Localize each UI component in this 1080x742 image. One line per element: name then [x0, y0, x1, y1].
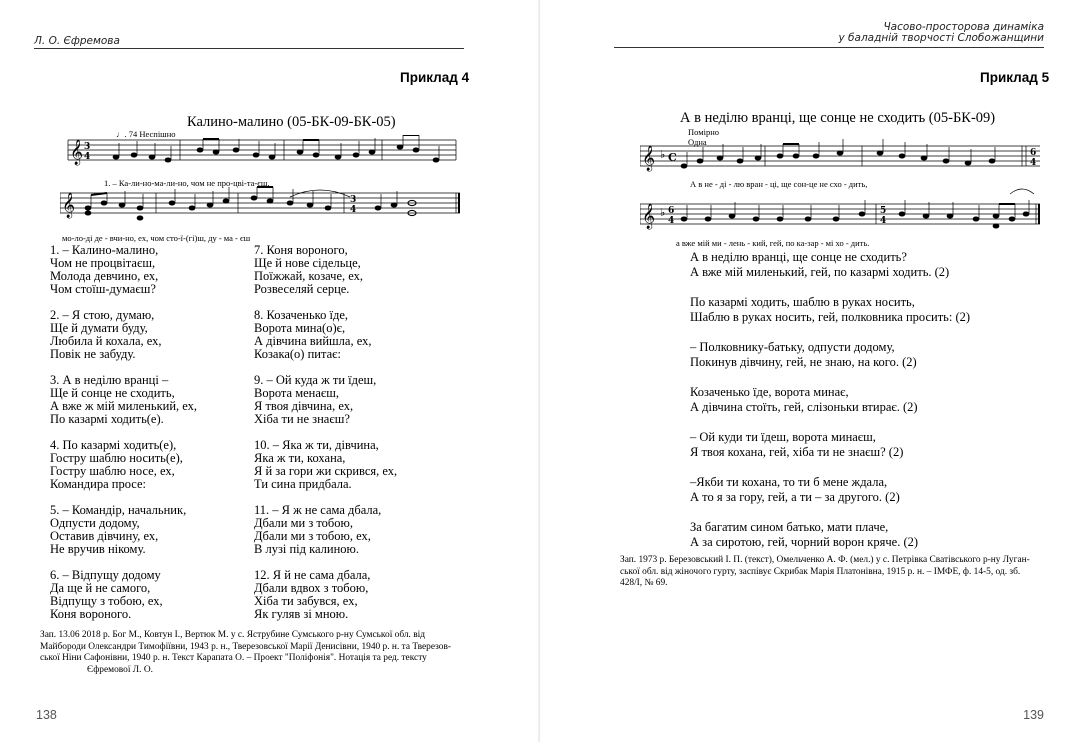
stanza-line: А дівчина стоїть, гей, слізоньки втирає. (2)	[690, 399, 918, 414]
verse-line: В лузі під калиною.	[254, 542, 360, 556]
verse-stanza-5	[50, 504, 197, 556]
song-title: А в неділю вранці, ще сонце не сходить (05-БК-09)	[680, 110, 996, 126]
verse-line: Гостру шаблю носить(е),	[50, 451, 183, 465]
stanza-line: Козаченько їде, ворота минає,	[690, 385, 849, 399]
verse-line: Ще й нове сідельце,	[254, 256, 361, 270]
footnote-line: Єфремової Л. О.	[87, 664, 153, 675]
svg-text:6: 6	[1030, 148, 1037, 158]
verse-line: Коня вороного.	[50, 607, 132, 621]
verse-line: 1. – Калино-малино,	[50, 243, 159, 257]
verse-line: Повік не забуду.	[50, 347, 136, 361]
stanza	[690, 385, 970, 414]
header-rule	[614, 47, 1044, 48]
verse-line: Ти сина придбала.	[254, 477, 352, 491]
verse-line: 5. – Командір, начальник,	[50, 503, 187, 517]
verse-line: 3. А в неділю вранці –	[50, 373, 169, 387]
stanza-line: Я твоя кохана, гей, хіба ти не знаєш? (2)	[690, 444, 904, 459]
staff-2	[640, 204, 1040, 224]
stanzas	[690, 250, 970, 549]
verse-line: А вже ж мій миленький, ех,	[50, 399, 198, 413]
verse-line: Да ще й не самого,	[50, 581, 151, 595]
verse-line: Одпусти додому,	[50, 516, 140, 530]
verse-line: Як гуляв зі мною.	[254, 607, 349, 621]
example-label: Приклад 4	[400, 70, 470, 85]
header-title-line: Часово-просторова динаміка	[883, 21, 1044, 33]
verse-stanza-3	[50, 374, 197, 426]
verse-line: Хіба ти не знаєш?	[254, 412, 350, 426]
verse-line: Ворота мина(о)є,	[254, 321, 346, 335]
voice-marking: Одна	[688, 137, 707, 147]
verses-column-1	[50, 244, 197, 621]
staff-1-notes	[113, 135, 439, 162]
verse-line: 2. – Я стою, думаю,	[50, 308, 155, 322]
verse-line: Розвеселяй серце.	[254, 282, 350, 296]
stanza	[690, 250, 970, 279]
page-number: 139	[1023, 708, 1044, 722]
verse-line: Молода девчино, ех,	[50, 269, 159, 283]
svg-text:4: 4	[880, 216, 887, 226]
footnote-line: 428/І, № 69.	[620, 578, 668, 588]
verse-stanza-7	[254, 244, 397, 296]
footnote-line: ської Ніни Сафонівни, 1940 р. н. Текст Карапата О. – Проект "Поліфонія". Нотація та ред. тексту	[40, 653, 427, 663]
stanza	[690, 340, 970, 369]
verse-line: 7. Коня вороного,	[254, 243, 348, 257]
verse-line: Відпущу з тобою, ех,	[50, 594, 163, 608]
footnote-line: Майбороди Олександри Тимофіївни, 1943 р. н., Тверезовської Марії Денисівни, 1940 р. н. та Тверезов-	[40, 641, 451, 652]
verse-stanza-2	[50, 309, 197, 361]
score-lyrics-line-1: 1. – Ка-ли-но-ма-ли-но, чом не про-цві-та-єш,	[104, 178, 270, 188]
score-lyrics-line-1: А в не - ді - лю вран - ці, ще сон-це не схо - дить,	[690, 179, 868, 189]
verse-line: Чом стоїш-думаєш?	[50, 282, 156, 296]
verse-line: Гостру шаблю носе, ех,	[50, 464, 175, 478]
score-lyrics-line-2: а вже мій ми - лень - кий, гей, по ка-зар - мі хо - дить.	[676, 238, 870, 248]
running-header-author: Л. О. Єфремова	[34, 35, 120, 47]
stanza	[690, 430, 970, 459]
tempo-marking: Помірно	[688, 127, 720, 137]
verse-line: 8. Козаченько їде,	[254, 308, 348, 322]
svg-text:5: 5	[880, 206, 887, 216]
stanza-line: Покинув дівчину, гей, не знаю, на кого. (2)	[690, 354, 917, 369]
stanza-line: Шаблю в руках носить, гей, полковника просить: (2)	[690, 309, 971, 324]
verse-stanza-10	[254, 439, 397, 491]
staff-1	[68, 140, 456, 160]
verse-stanza-11	[254, 504, 397, 556]
tempo-marking: ♩. 74 Неспішно	[116, 129, 176, 139]
verse-line: 11. – Я ж не сама дбала,	[254, 503, 382, 517]
stanza-line: – Ой куди ти їдеш, ворота минаєш,	[690, 430, 876, 444]
verse-line: Командира просе:	[50, 477, 146, 491]
verse-line: Ще й сонце не сходить,	[50, 386, 175, 400]
right-page	[540, 0, 1080, 742]
treble-clef-icon: 𝄞	[62, 193, 76, 218]
svg-text:3: 3	[84, 142, 91, 152]
svg-text:6: 6	[668, 206, 675, 216]
stanza	[690, 520, 970, 549]
staff-1-notes	[681, 139, 995, 168]
song-title: Калино-малино (05-БК-09-БК-05)	[187, 114, 396, 130]
stanza	[690, 475, 970, 504]
flat-icon: ♭	[660, 148, 666, 161]
verse-line: А дівчина вийшла, ех,	[254, 334, 372, 348]
verse-line: Любила й кохала, ех,	[50, 334, 162, 348]
verse-line: Дбали вдвох з тобою,	[254, 581, 369, 595]
verse-line: Дбали ми з тобою,	[254, 516, 354, 530]
verse-line: Чом не процвітаєш,	[50, 256, 156, 270]
verse-stanza-8	[254, 309, 397, 361]
footnote-line: ської обл. від жіночого гурту, заспівує Скрибак Марія Платонівна, 1915 р. н. – ІМФЕ, ф. 14-5, од. зб.	[620, 566, 1021, 577]
verse-line: Оставив дівчину, ех,	[50, 529, 159, 543]
music-score	[640, 138, 1050, 248]
treble-clef-icon: 𝄞	[642, 146, 656, 171]
verse-line: Я й за гори жи скрився, ех,	[254, 464, 398, 478]
verse-stanza-1	[50, 244, 197, 296]
verse-line: Не вручив нікому.	[50, 542, 146, 556]
footnote-line: Зап. 1973 р. Березовський І. П. (текст), Омельченко А. Ф. (мел.) у с. Петрівка Сватівського р-ну Луган-	[620, 555, 1030, 565]
verse-line: Козака(о) питає:	[254, 347, 341, 361]
verse-line: 12. Я й не сама дбала,	[254, 568, 371, 582]
verse-line: Хіба ти забувся, ех,	[254, 594, 358, 608]
stanza-line: – Полковнику-батьку, одпусти додому,	[690, 340, 895, 354]
svg-text:4: 4	[1030, 158, 1037, 168]
flat-icon: ♭	[660, 206, 666, 219]
stanza-line: А то я за гору, гей, а ти – за другого. (2)	[690, 489, 900, 504]
svg-text:4: 4	[84, 152, 91, 162]
verse-line: Поїжжай, козаче, ех,	[254, 269, 364, 283]
footnote-line: Зап. 13.06 2018 р. Бог М., Ковтун І., Вертюк М. у с. Яструбине Сумського р-ну Сумської обл. від	[40, 630, 426, 640]
footnote	[40, 630, 480, 676]
verse-line: 10. – Яка ж ти, дівчина,	[254, 438, 379, 452]
music-score	[60, 135, 470, 243]
verse-stanza-4	[50, 439, 197, 491]
verse-stanza-6	[50, 569, 197, 621]
verse-line: 9. – Ой куда ж ти їдеш,	[254, 373, 377, 387]
verses-column-2	[254, 244, 397, 621]
stanza-line: А за сиротою, гей, чорний ворон кряче. (2)	[690, 534, 919, 549]
header-title-line: у баладній творчості Слобожанщини	[838, 32, 1044, 44]
score-lyrics-line-2: мо-ло-ді де - вчи-но, ех, чом сто-ї-(гі)ш, ду - ма - єш	[62, 233, 251, 243]
svg-text:4: 4	[668, 216, 675, 226]
stanza-line: А в неділю вранці, ще сонце не сходить?	[690, 250, 907, 264]
verse-line: Ще й думати буду,	[50, 321, 148, 335]
header-rule	[34, 48, 464, 49]
treble-clef-icon: 𝄞	[70, 140, 84, 165]
stanza	[690, 295, 970, 324]
verse-line: Я твоя дівчина, ех,	[254, 399, 354, 413]
svg-text:3: 3	[350, 195, 357, 205]
verse-stanza-12	[254, 569, 397, 621]
staff-2-notes	[85, 187, 416, 220]
svg-text:C: C	[668, 151, 677, 164]
verse-line: Дбали ми з тобою, ех,	[254, 529, 371, 543]
verse-stanza-9	[254, 374, 397, 426]
stanza-line: За багатим сином батько, мати плаче,	[690, 520, 889, 534]
example-label: Приклад 5	[980, 70, 1050, 85]
footnote	[620, 555, 1060, 590]
svg-text:4: 4	[350, 205, 357, 215]
page-number: 138	[36, 708, 57, 722]
verse-line: 4. По казармі ходить(е),	[50, 438, 177, 452]
verse-line: Ворота менаєш,	[254, 386, 340, 400]
verse-line: 6. – Відпущу додому	[50, 568, 161, 582]
verse-line: Яка ж ти, кохана,	[254, 451, 346, 465]
stanza-line: По казармі ходить, шаблю в руках носить,	[690, 295, 915, 309]
stanza-line: –Якби ти кохана, то ти б мене ждала,	[690, 475, 888, 489]
treble-clef-icon: 𝄞	[642, 204, 656, 229]
running-header-title	[838, 22, 1044, 44]
stanza-line: А вже мій миленький, гей, по казармі ходить. (2)	[690, 264, 950, 279]
verse-line: По казармі ходить(е).	[50, 412, 164, 426]
